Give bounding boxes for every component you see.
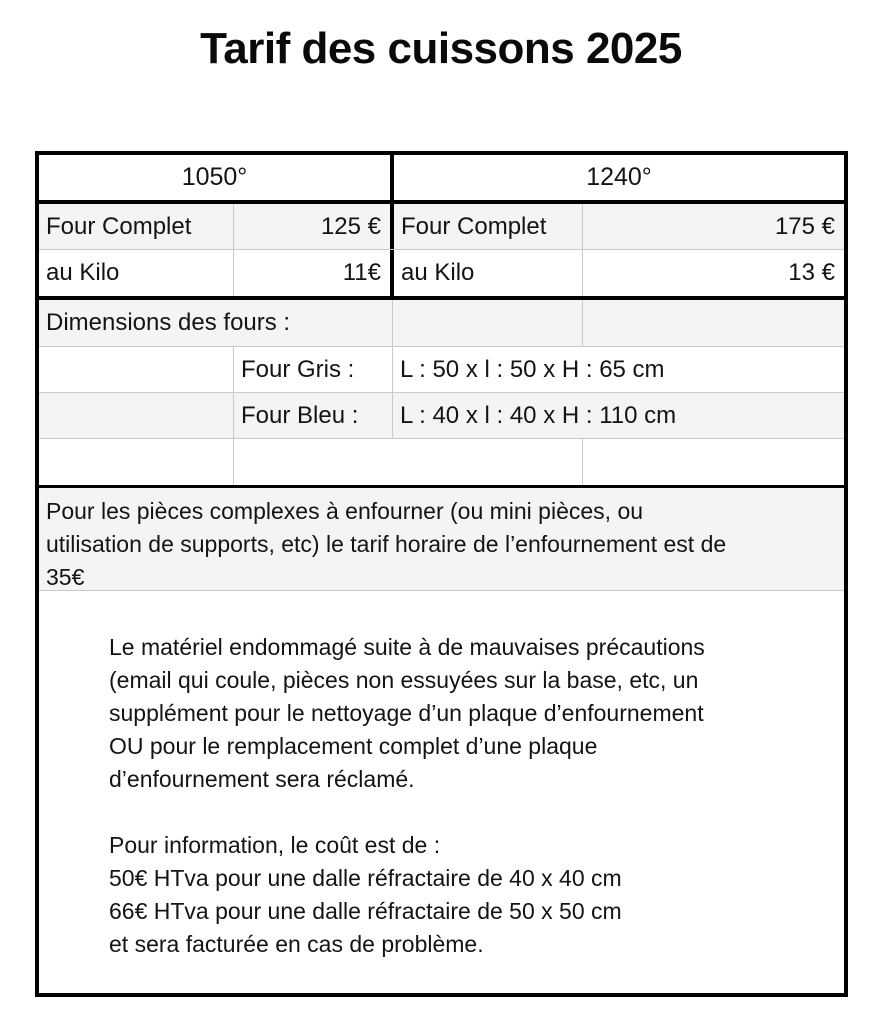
- four-bleu-spacer: [39, 393, 233, 438]
- info-line: et sera facturée en cas de problème.: [109, 931, 484, 957]
- four-bleu-dimensions: L : 40 x l : 40 x H : 110 cm: [392, 393, 844, 438]
- damage-note-line: supplément pour le nettoyage d’un plaque d’enfournement: [109, 700, 704, 726]
- enfournement-note-line: utilisation de supports, etc) le tarif horaire de l’enfournement est de: [46, 531, 727, 557]
- empty-cell-2: [233, 439, 582, 485]
- au-kilo-row: [39, 249, 844, 296]
- four-complet-row: [39, 200, 844, 249]
- four-complet-label-1240: Four Complet: [390, 204, 582, 249]
- four-complet-price-1050: 125 €: [233, 204, 390, 249]
- page-title: Tarif des cuissons 2025: [200, 24, 682, 73]
- four-gris-spacer: [39, 347, 233, 392]
- empty-cell-3: [582, 439, 844, 485]
- dimensions-heading-spacer-1: [392, 300, 582, 346]
- four-gris-row: [39, 346, 844, 392]
- four-gris-label: Four Gris :: [233, 347, 392, 392]
- four-complet-price-1240: 175 €: [582, 204, 844, 249]
- info-line: 66€ HTva pour une dalle réfractaire de 50 x 50 cm: [109, 898, 622, 924]
- enfournement-note-row: [39, 485, 844, 590]
- damage-note-line: Le matériel endommagé suite à de mauvaises précautions: [109, 634, 705, 660]
- enfournement-note-line: 35€: [46, 564, 85, 590]
- temperature-header-row: [39, 155, 844, 200]
- four-complet-label-1050: Four Complet: [46, 212, 192, 240]
- au-kilo-label-1240: au Kilo: [390, 250, 582, 296]
- au-kilo-label-1050: au Kilo: [46, 259, 120, 286]
- info-line: 50€ HTva pour une dalle réfractaire de 40 x 40 cm: [109, 865, 622, 891]
- info-line: Pour information, le coût est de :: [109, 832, 441, 858]
- au-kilo-price-1240: 13 €: [582, 250, 844, 296]
- dimensions-heading-spacer-2: [582, 300, 844, 346]
- info-paragraph: [109, 829, 834, 961]
- pricing-table: [35, 151, 848, 997]
- empty-cell-1: [39, 439, 233, 485]
- footer-text-block: [39, 590, 844, 993]
- dimensions-heading-row: [39, 296, 844, 346]
- temp-1050-header: 1050°: [181, 163, 248, 191]
- damage-note-line: d’enfournement sera réclamé.: [109, 766, 415, 792]
- damage-note-paragraph: [109, 631, 834, 796]
- au-kilo-price-1050: 11€: [233, 250, 390, 296]
- temp-1240-header: 1240°: [390, 155, 844, 200]
- four-bleu-row: [39, 392, 844, 438]
- empty-row: [39, 438, 844, 485]
- damage-note-line: (email qui coule, pièces non essuyées sur la base, etc, un: [109, 667, 699, 693]
- enfournement-note-line: Pour les pièces complexes à enfourner (ou mini pièces, ou: [46, 498, 644, 524]
- four-gris-dimensions: L : 50 x l : 50 x H : 65 cm: [392, 347, 844, 392]
- dimensions-heading: Dimensions des fours :: [46, 309, 291, 336]
- four-bleu-label: Four Bleu :: [233, 393, 392, 438]
- damage-note-line: OU pour le remplacement complet d’une plaque: [109, 733, 598, 759]
